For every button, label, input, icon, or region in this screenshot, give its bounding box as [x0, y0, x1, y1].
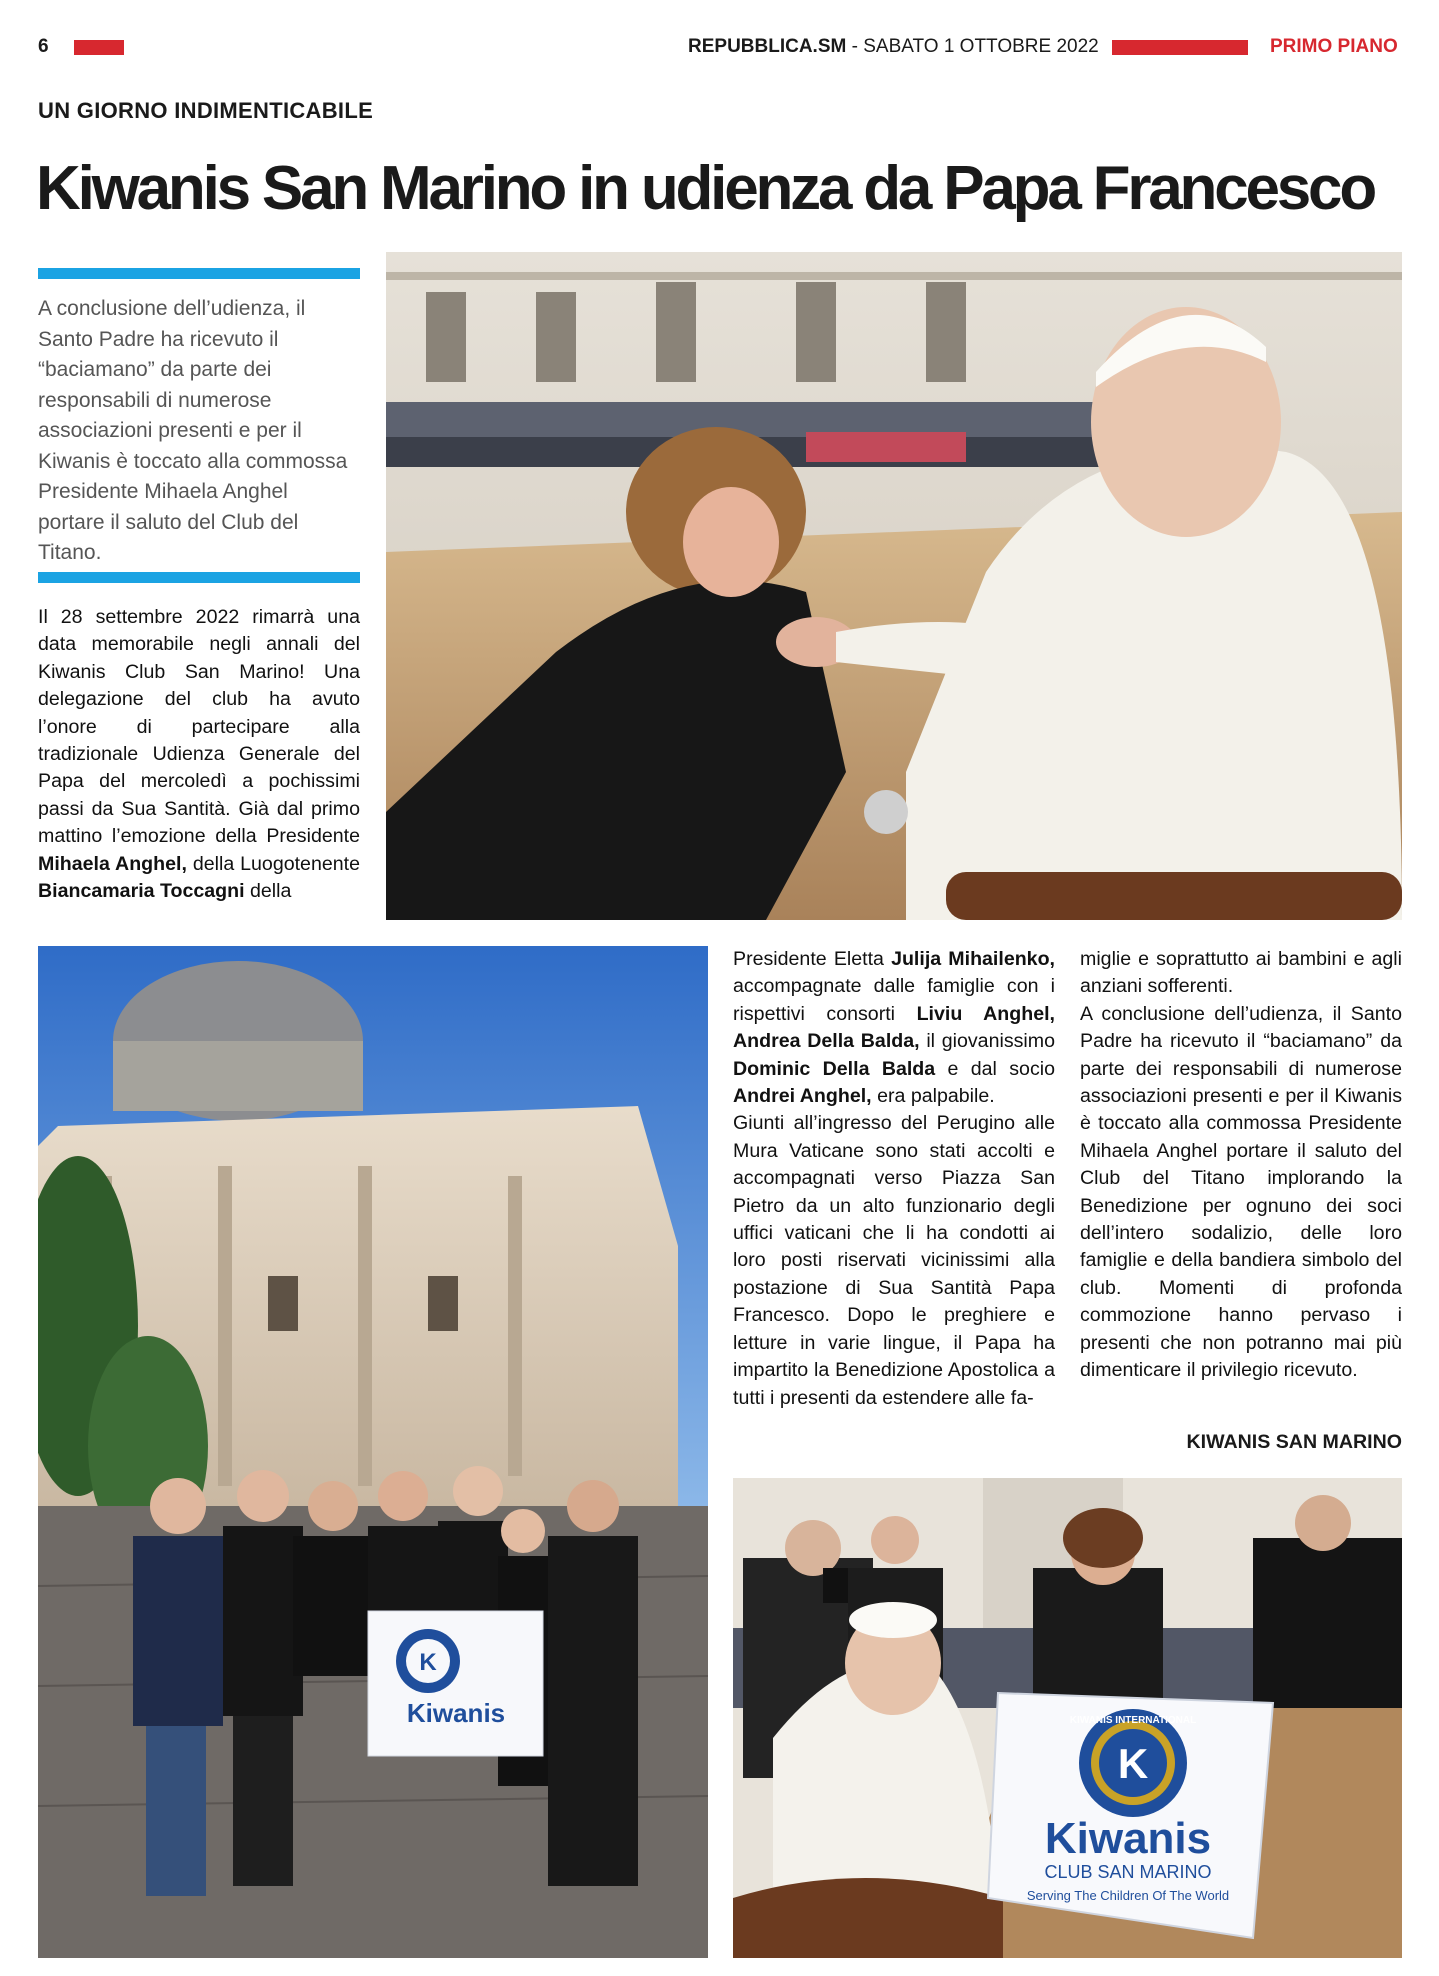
flag-small-brand: Kiwanis [406, 1698, 506, 1728]
col3-para-2: A conclusione dell’udienza, il Santo Padre ha ricevuto il “baciamano” da parte dei responsabili di numerose associazioni presenti e per il Kiwanis è toccato alla commossa Presidente Mihaela Anghel portare il saluto del Club del Titano implorando la Benedizione per ognuno dei soci dell’intero sodalizio, delle loro famiglie e della bandiera simbolo del club. Momenti di profonda commozione hanno pervaso i presenti che non potranno mai più dimenticare il privilegio ricevuto. [1080, 1002, 1402, 1382]
flag-brand: Kiwanis [1044, 1814, 1212, 1863]
section-label: PRIMO PIANO [1270, 36, 1398, 57]
article-headline: Kiwanis San Marino in udienza da Papa Francesco [36, 154, 1374, 223]
name-andrei: Andrei Anghel, [733, 1085, 872, 1108]
col2-para-2: Giunti all’ingresso del Perugino alle Mura Vaticane sono stati accolti e accompagnati verso Piazza San Pietro da un alto funzionario degli uffici vaticani che li ha condotti ai loro posti riservati vicinissimi alla postazione di Sua Santità Papa Francesco. Dopo le preghiere e letture in varie lingue, il Papa ha impartito la Benedizione Apostolica a tutti i presenti da estendere alle fa- [733, 1112, 1055, 1409]
flag-ring-text: KIWANIS INTERNATIONAL [1069, 1715, 1197, 1726]
article-summary: A conclusione dell’udienza, il Santo Padre ha ricevuto il “baciamano” da parte dei responsabili di numerose associazioni presenti e per il Kiwanis è toccato alla commossa Presidente Mihaela Anghel portare il saluto del Club del Titano. [38, 297, 348, 564]
photo-baciamano [386, 252, 1402, 920]
summary-bar-top [38, 268, 360, 279]
name-julija: Julija Mihailenko, [891, 948, 1055, 970]
name-dominic: Dominic Della Balda [733, 1057, 936, 1080]
summary-bar-bottom [38, 572, 360, 583]
name-mihaela: Mihaela Anghel, [38, 852, 187, 875]
masthead-date: - SABATO 1 OTTOBRE 2022 [846, 36, 1099, 57]
name-liviu-andrea: Liviu Anghel, Andrea Della Balda, [733, 1002, 1055, 1053]
body-column-1: Il 28 settembre 2022 rimarrà una data memorabile negli annali del Kiwanis Club San Marino! Una delegazione del club ha avuto l’onore di partecipare alla tradizionale Udienza Generale del Papa del mercoledì a pochissimi passi da Sua Santità. Già dal primo mattino l’emozione della Presidente Mihaela Anghel, della Luogotenente Biancamaria Toccagni della [38, 606, 360, 903]
article-signature: KIWANIS SAN MARINO [1186, 1431, 1402, 1453]
masthead-name: REPUBBLICA.SM [688, 36, 847, 57]
flag-club: CLUB SAN MARINO [1044, 1862, 1212, 1882]
article-kicker: UN GIORNO INDIMENTICABILE [38, 98, 374, 123]
photo-group-basilica [38, 946, 708, 1958]
body-column-2 [733, 946, 1055, 1412]
body-column-3 [1080, 946, 1402, 1385]
flag-small-letter: K [419, 1649, 437, 1676]
name-biancamaria: Biancamaria Toccagni [38, 880, 245, 903]
flag-tagline: Serving The Children Of The World [1026, 1888, 1230, 1903]
page-header [0, 0, 1439, 80]
page-number: 6 [38, 36, 49, 57]
header-red-bar-left [74, 40, 124, 55]
header-red-bar-right [1112, 40, 1248, 55]
flag-letter: K [1117, 1740, 1149, 1787]
col3-para-1: miglie e soprattutto ai bambini e agli anziani sofferenti. [1080, 948, 1402, 998]
masthead [688, 36, 1099, 58]
photo-pope-flag [733, 1478, 1402, 1958]
col2-para-1: Presidente Eletta Julija Mihailenko, accompagnate dalle famiglie con i rispettivi consorti Liviu Anghel, Andrea Della Balda, il giovanissimo Dominic Della Balda e dal socio Andrei Anghel, era palpabile. [733, 948, 1055, 1108]
